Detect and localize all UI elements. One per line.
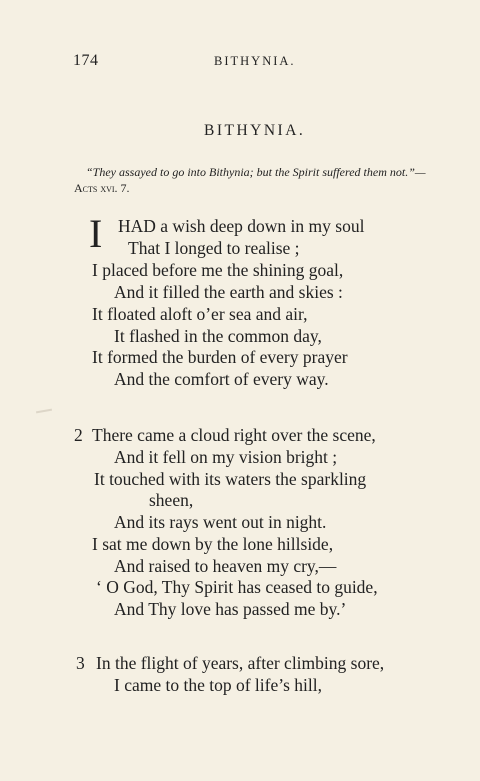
poem-line: ‘ O God, Thy Spirit has ceased to guide, [96, 577, 378, 597]
poem-line: And it filled the earth and skies : [114, 282, 343, 302]
poem-line: And it fell on my vision bright ; [114, 447, 338, 467]
drop-cap: I [89, 211, 103, 256]
epigraph [74, 164, 440, 196]
poem-line: There came a cloud right over the scene, [92, 425, 376, 445]
poem-line: I placed before me the shining goal, [92, 260, 344, 280]
poem-line: HAD a wish deep down in my soul [118, 216, 365, 236]
poem-line: And the comfort of every way. [114, 369, 329, 389]
stanza-number: 2 [74, 425, 83, 445]
stanza-number: 3 [76, 653, 85, 673]
poem-line: It touched with its waters the sparkling [94, 469, 367, 489]
poem-line: And Thy love has passed me by.’ [114, 599, 347, 619]
poem-title: BITHYNIA. [204, 122, 306, 139]
running-head [0, 52, 480, 72]
poem-line: And its rays went out in night. [114, 512, 327, 532]
page-mark [36, 409, 52, 414]
poem-line: It floated aloft o’er sea and air, [92, 304, 308, 324]
poem-line: That I longed to realise ; [128, 238, 300, 258]
poem-line: And raised to heaven my cry,— [114, 556, 337, 576]
poem-line: In the flight of years, after climbing sore, [96, 653, 385, 673]
poem-line: sheen, [149, 490, 194, 510]
page-number: 174 [73, 52, 99, 69]
poem-line: It formed the burden of every prayer [92, 347, 348, 367]
poem-line: I came to the top of life’s hill, [114, 675, 323, 695]
epigraph-text: “They assayed to go into Bithynia; but the Spirit suffered them not.”— [86, 165, 426, 179]
epigraph-reference: Acts xvi. 7. [74, 181, 130, 195]
poem-line: I sat me down by the lone hillside, [92, 534, 334, 554]
running-title: BITHYNIA. [214, 54, 296, 68]
poem-line: It flashed in the common day, [114, 326, 322, 346]
